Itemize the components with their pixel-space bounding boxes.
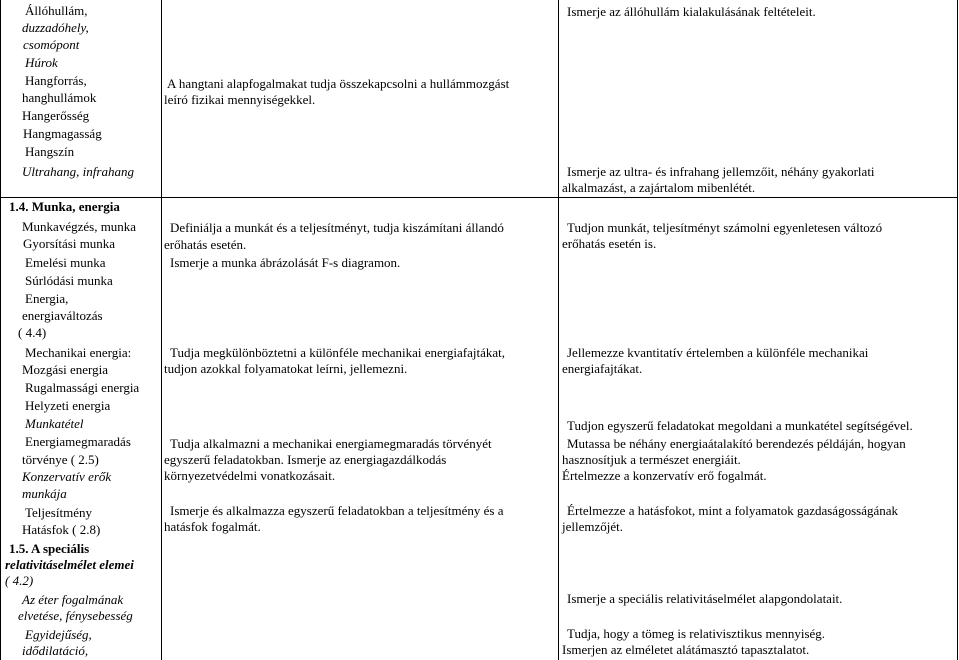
topic-line: Az éter fogalmának <box>22 592 124 607</box>
topic-line: Állóhullám, <box>25 3 88 18</box>
requirement-line: leíró fizikai mennyiségekkel. <box>164 92 316 107</box>
topic-line: Munkatétel <box>25 416 84 431</box>
requirement-line: tudjon azokkal folyamatokat leírni, jellemezni. <box>164 361 408 376</box>
topic-line: ( 4.4) <box>18 325 47 340</box>
outcome-line: Mutassa be néhány energiaátalakító berendezés példáján, hogyan <box>567 436 906 451</box>
topic-line: Ultrahang, infrahang <box>22 164 134 179</box>
requirement-line: Ismerje a munka ábrázolását F-s diagramon. <box>170 255 401 270</box>
topic-line: Rugalmassági energia <box>25 380 140 395</box>
topic-line: Gyorsítási munka <box>23 236 116 251</box>
outcome-line: hasznosítjuk a természet energiáit. <box>562 452 741 467</box>
requirement-line: Tudja megkülönböztetni a különféle mechanikai energiafajtákat, <box>170 345 506 360</box>
outcome-line: Ismerje az állóhullám kialakulásának feltételeit. <box>567 4 816 19</box>
outcome-line: Ismerje a speciális relativitáselmélet alapgondolatait. <box>567 591 843 606</box>
table-border-left <box>0 0 1 660</box>
column-divider-2 <box>558 0 559 660</box>
topic-line: munkája <box>22 486 67 501</box>
requirement-line: Tudja alkalmazni a mechanikai energiamegmaradás törvényét <box>170 436 492 451</box>
outcome-line: Ismerje az ultra- és infrahang jellemzőit, néhány gyakorlati <box>567 164 875 179</box>
outcome-line: Ismerjen az elméletet alátámasztó tapasztalatot. <box>562 642 810 657</box>
topic-line: Mechanikai energia: <box>25 345 132 360</box>
topic-line: Húrok <box>25 55 58 70</box>
requirement-line: környezetvédelmi vonatkozásait. <box>164 468 336 483</box>
requirement-line: hatásfok fogalmát. <box>164 519 261 534</box>
outcome-line: Értelmezze a konzervatív erő fogalmát. <box>562 468 767 483</box>
topic-line: Emelési munka <box>25 255 106 270</box>
topic-line: Hangforrás, <box>25 73 87 88</box>
topic-line: ( 4.2) <box>5 573 34 588</box>
requirement-line: erőhatás esetén. <box>164 237 247 252</box>
topic-line: elvetése, fénysebesség <box>18 608 133 623</box>
section-heading: 1.5. A speciális <box>9 541 90 556</box>
section-heading: relativitáselmélet elemei <box>5 557 134 572</box>
outcome-line: Jellemezze kvantitatív értelemben a különféle mechanikai <box>567 345 869 360</box>
topic-line: Egyidejűség, <box>25 627 92 642</box>
outcome-line: erőhatás esetén is. <box>562 236 657 251</box>
topic-line: idődilatáció, <box>22 643 89 658</box>
outcome-line: alkalmazást, a zajártalom mibenlétét. <box>562 180 756 195</box>
requirement-line: Definiálja a munkát és a teljesítményt, tudja kiszámítani állandó <box>170 220 504 235</box>
outcome-line: energiafajtákat. <box>562 361 643 376</box>
section-heading: 1.4. Munka, energia <box>9 199 120 214</box>
topic-line: csomópont <box>23 37 80 52</box>
topic-line: Konzervatív erők <box>22 469 112 484</box>
outcome-line: Tudjon egyszerű feladatokat megoldani a munkatétel segítségével. <box>567 418 913 433</box>
requirement-line: A hangtani alapfogalmakat tudja összekapcsolni a hullámmozgást <box>167 76 510 91</box>
outcome-line: Tudjon munkát, teljesítményt számolni egyenletesen változó <box>567 220 883 235</box>
topic-line: Energiamegmaradás <box>25 434 131 449</box>
topic-line: Energia, <box>25 291 69 306</box>
topic-line: Hangerősség <box>22 108 90 123</box>
requirement-line: Ismerje és alkalmazza egyszerű feladatokban a teljesítmény és a <box>170 503 504 518</box>
table-border-right <box>957 0 958 660</box>
row-divider <box>0 197 958 198</box>
topic-line: Hatásfok ( 2.8) <box>22 522 101 537</box>
topic-line: Hangmagasság <box>23 126 102 141</box>
requirement-line: egyszerű feladatokban. Ismerje az energiagazdálkodás <box>164 452 447 467</box>
topic-line: Teljesítmény <box>25 505 92 520</box>
outcome-line: Tudja, hogy a tömeg is relativisztikus mennyiség. <box>567 626 826 641</box>
topic-line: duzzadóhely, <box>22 20 89 35</box>
topic-line: energiaváltozás <box>22 308 103 323</box>
topic-line: Munkavégzés, munka <box>22 219 137 234</box>
topic-line: Mozgási energia <box>22 362 109 377</box>
topic-line: Hangszín <box>25 144 75 159</box>
outcome-line: Értelmezze a hatásfokot, mint a folyamatok gazdaságosságának <box>567 503 899 518</box>
column-divider-1 <box>161 0 162 660</box>
topic-line: Helyzeti energia <box>25 398 111 413</box>
topic-line: Súrlódási munka <box>25 273 113 288</box>
topic-line: hanghullámok <box>22 90 97 105</box>
topic-line: törvénye ( 2.5) <box>22 452 99 467</box>
outcome-line: jellemzőjét. <box>562 519 624 534</box>
